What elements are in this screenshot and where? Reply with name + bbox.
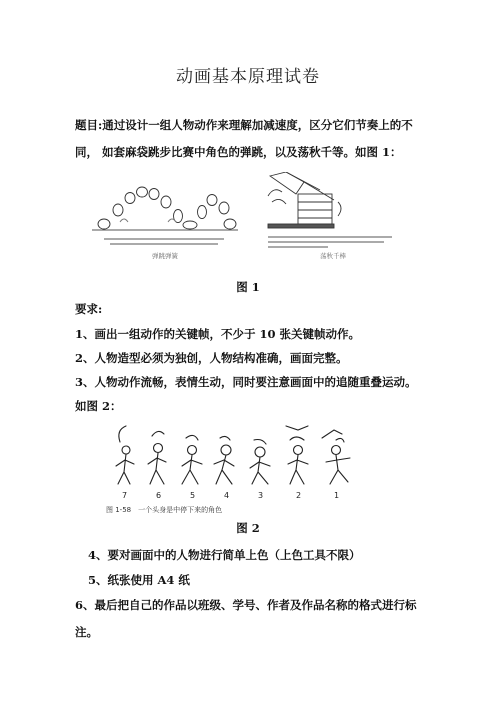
frame-number-1: 1	[334, 491, 340, 500]
requirement-5: 5、纸张使用 A4 纸	[88, 573, 190, 587]
figure-1-image	[90, 172, 420, 264]
right-panel-label: 荡秋千棒	[320, 252, 346, 260]
swing-illustration	[268, 172, 341, 228]
figure-2-reference: 如图 2：	[75, 399, 122, 413]
frame-number-3: 3	[258, 491, 264, 500]
figure-2-caption: 图 2	[236, 521, 260, 535]
requirement-3: 3、人物动作流畅，表情生动，同时要注意画面中的追随重叠运动。	[75, 375, 417, 389]
frame-number-4: 4	[224, 491, 230, 500]
bouncing-ball-illustration	[92, 187, 238, 230]
right-panel-text	[268, 236, 392, 260]
frame-number-7: 7	[122, 491, 128, 500]
requirement-2: 2、人物造型必须为独创，人物结构准确，画面完整。	[75, 351, 348, 365]
requirement-4: 4、要对画面中的人物进行简单上色（上色工具不限）	[88, 548, 361, 562]
character-frame-7	[116, 426, 134, 484]
intro-paragraph: 题目:通过设计一组人物动作来理解加减速度，区分它们节奏上的不同， 如套麻袋跳步比赛中角色的弹跳，以及荡秋千等。如图 1：	[75, 118, 413, 159]
left-panel-label: 弹跳弹簧	[152, 252, 178, 260]
character-frame-6	[148, 431, 166, 484]
character-frame-4	[214, 436, 234, 484]
frame-number-6: 6	[156, 491, 162, 500]
character-frame-1	[322, 430, 350, 484]
requirement-6: 6、最后把自己的作品以班级、学号、作者及作品名称的格式进行标注。	[75, 598, 417, 639]
character-frame-5	[182, 435, 202, 484]
figure-2-image	[102, 420, 392, 516]
frame-number-2: 2	[296, 491, 302, 500]
requirement-1: 1、画出一组动作的关键帧，不少于 10 张关键帧动作。	[75, 327, 361, 341]
figure-2-inner-caption: 图 1-58 一个头身是中停下来的角色	[106, 506, 223, 514]
figure-1-caption: 图 1	[236, 280, 260, 294]
page-title: 动画基本原理试卷	[176, 67, 320, 87]
character-frame-2	[286, 426, 308, 484]
frame-number-5: 5	[190, 491, 196, 500]
requirements-heading: 要求:	[75, 302, 103, 316]
left-panel-text	[104, 238, 224, 260]
character-frame-3	[250, 440, 270, 485]
